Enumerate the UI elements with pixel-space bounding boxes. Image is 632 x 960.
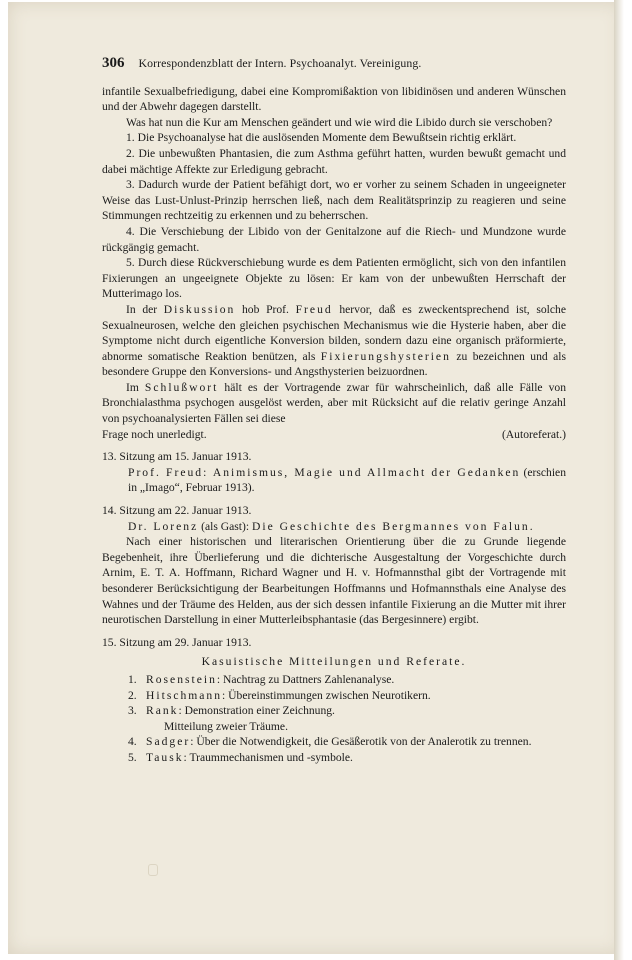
- item-number: 4.: [128, 735, 137, 749]
- item-speaker: Hitschmann: [146, 688, 223, 702]
- paragraph-7: 5. Durch diese Rückverschiebung wurde es dem Patienten ermöglicht, sich von den infantilen Fixierungen an ungeeignete Objekte zu lösen: Er kam von der unbewußten Herrschaft der Mutterimago los.: [102, 256, 566, 301]
- session-14-talk: [102, 519, 566, 535]
- list-item: [128, 703, 566, 719]
- list-item: [128, 734, 566, 750]
- item-number: 2.: [128, 688, 137, 702]
- autoreferat-note: (Autoreferat.): [501, 427, 566, 441]
- paragraph-1: infantile Sexualbefriedigung, dabei eine Kompromißaktion von libidinösen und anderen Wünschen und der Abwehr dagegen darstellt.: [102, 84, 566, 114]
- session-15-subheading: Kasuistische Mitteilungen und Referate.: [201, 655, 467, 669]
- page-number: 306: [102, 55, 125, 71]
- list-item: [128, 688, 566, 704]
- item-text: [146, 734, 566, 750]
- list-item-continuation: [128, 719, 566, 735]
- item-separator: :: [222, 688, 229, 702]
- schlusswort-paragraph: [102, 380, 566, 427]
- session-13-talk: [102, 465, 566, 496]
- item-title: Übereinstimmungen zwischen Neurotikern.: [228, 688, 431, 702]
- item-number: 3.: [128, 704, 137, 718]
- item-title: Traummechanismen und -symbole.: [189, 750, 353, 764]
- emphasis-fixierungshysterien: Fixierungshysterien: [320, 349, 451, 363]
- running-title: Korrespondenzblatt der Intern. Psychoanalyt. Vereinigung.: [138, 56, 422, 70]
- speaker-name: Dr. Lorenz: [128, 519, 199, 533]
- text-run: Frage noch unerledigt.: [102, 427, 207, 441]
- talk-title: Die Geschichte des Bergmannes von Falun.: [252, 519, 535, 533]
- item-separator: :: [178, 704, 185, 718]
- item-text: [146, 750, 566, 766]
- paragraph-3: 1. Die Psychoanalyse hat die auslösenden Momente dem Bewußtsein richtig erklärt.: [126, 131, 517, 145]
- schlusswort-last-line: [102, 427, 566, 443]
- emphasis-freud: Freud: [295, 302, 333, 316]
- item-title: Nachtrag zu Dattners Zahlenanalyse.: [223, 672, 395, 686]
- item-text: [146, 688, 566, 704]
- session-14-heading: 14. Sitzung am 22. Januar 1913.: [102, 504, 252, 518]
- item-title: Demonstration einer Zeichnung.: [184, 704, 335, 718]
- discussion-paragraph: [102, 302, 566, 380]
- page-edge-shadow: [614, 0, 624, 960]
- item-separator: :: [190, 735, 197, 749]
- talk-title: Prof. Freud: Animismus, Magie und Allmacht der Gedanken: [128, 465, 521, 479]
- text-run: hob Prof.: [235, 302, 296, 316]
- paragraph-4: 2. Die unbewußten Phantasien, die zum Asthma geführt hatten, wurden bewußt gemacht und dabei mächtige Affekte zur Erledigung gebracht.: [102, 146, 566, 176]
- list-item: [128, 750, 566, 766]
- item-number: 1.: [128, 672, 137, 686]
- emphasis-diskussion: Diskussion: [163, 302, 236, 316]
- list-item: [128, 672, 566, 688]
- session-15-list: [102, 672, 566, 766]
- item-text: [146, 672, 566, 688]
- item-title: Über die Notwendigkeit, die Gesäßerotik von der Analerotik zu trennen.: [196, 735, 532, 749]
- item-speaker: Tausk: [146, 750, 184, 764]
- session-14-body: Nach einer historischen und literarischen Orientierung über die zu Grunde liegende Begebenheit, ihre Überlieferung und die dichterische Ausgestaltung der Vorgeschichte durch Arnim, E. T. A. Hoffmann, Richard Wagner und H. v. Hofmannsthal gibt der Vortragende mit besonderer Berücksichtigung der Bearbeitungen Hoffmanns und Hofmannsthals eine Analyse des Wahnes und der Träume des Helden, aus der sich dessen infantile Fixierung an die Mutter mit ihrer neurotischen Darstellung in einer Mutterleibsphantasie (das Bergesinnere) ergibt.: [102, 535, 566, 627]
- page-header: [102, 56, 566, 72]
- text-run: zu bezeichnen und als besondere Gruppe den Konversions- und Angsthysterien beizuordnen.: [102, 349, 566, 379]
- text-run: In der: [126, 302, 164, 316]
- talk-note: (erschien in „Imago“, Februar 1913).: [128, 465, 566, 495]
- item-separator: :: [216, 672, 224, 686]
- speaker-note: (als Gast):: [198, 519, 252, 533]
- item-separator: :: [183, 750, 190, 764]
- text-run: hervor, daß es zweckentsprechend ist, solche Sexualneurosen, welche den gleichen psychischen Mechanismus wie die Hysterie haben, aber die Symptome nicht durch eigentliche Konversion bilden, sondern dazu eine organisch präformierte, abnorme somatische Reaktion benützen, als: [102, 302, 566, 363]
- paragraph-2: Was hat nun die Kur am Menschen geändert und wie wird die Libido durch sie verschoben?: [126, 115, 553, 129]
- item-title-extra: Mitteilung zweier Träume.: [164, 719, 288, 733]
- paragraph-5: 3. Dadurch wurde der Patient befähigt dort, wo er vorher zu seinem Schaden in ungeeigneter Weise das Lust-Unlust-Prinzip herrschen ließ, nach dem Realitätsprinzip zu reagieren und seine Stimmungen rechtzeitig zu erkennen und zu beherrschen.: [102, 178, 566, 223]
- text-run: Im: [126, 380, 145, 394]
- paragraph-6: 4. Die Verschiebung der Libido von der Genitalzone auf die Riech- und Mundzone wurde rückgängig gemacht.: [102, 224, 566, 254]
- item-speaker: Rank: [146, 704, 179, 718]
- library-stamp-mark: [148, 864, 158, 876]
- item-number: 5.: [128, 750, 137, 764]
- session-13-heading: 13. Sitzung am 15. Januar 1913.: [102, 450, 252, 464]
- item-text: [146, 703, 566, 719]
- emphasis-schlusswort: Schlußwort: [144, 380, 219, 394]
- page-content: [102, 56, 566, 766]
- session-15-heading: 15. Sitzung am 29. Januar 1913.: [102, 635, 252, 649]
- item-speaker: Sadger: [146, 735, 191, 749]
- item-speaker: Rosenstein: [146, 672, 217, 686]
- text-run: hält es der Vortragende zwar für wahrscheinlich, daß alle Fälle von Bronchialasthma psychogen ausgelöst werden, aber mit Rücksicht auf die relativ geringe Anzahl von psychoanalysierten Fällen sei diese: [102, 380, 566, 426]
